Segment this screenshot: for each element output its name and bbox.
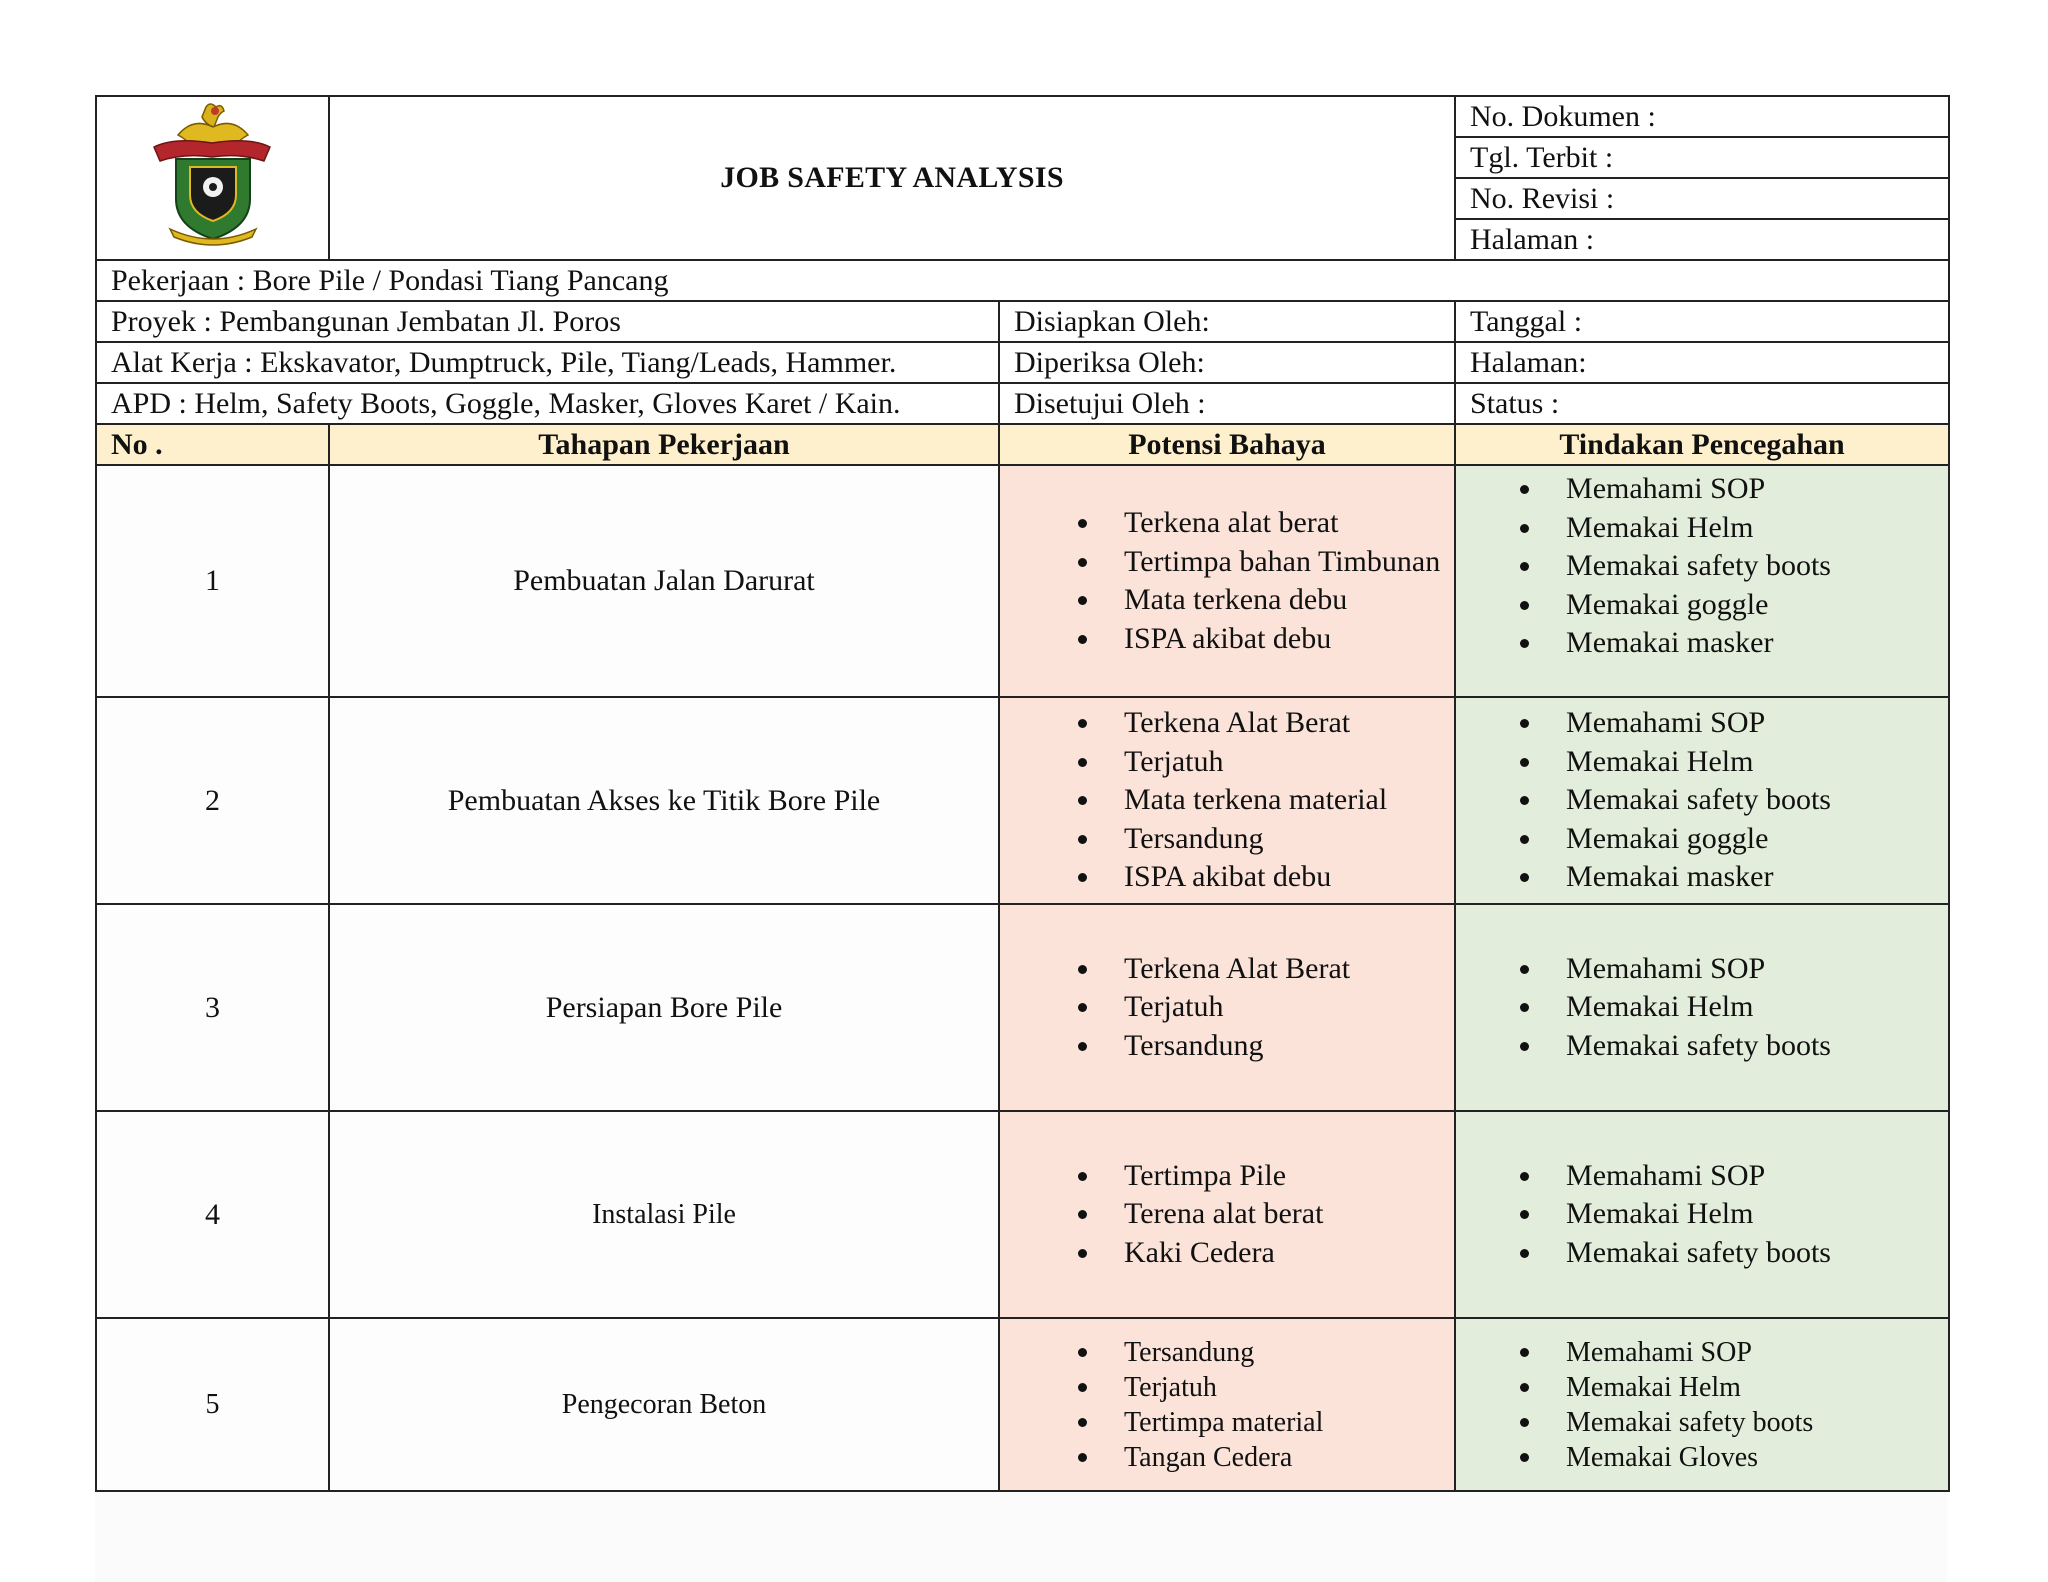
list-item: Tersandung — [1124, 1027, 1440, 1066]
info-halaman: Halaman: — [1455, 342, 1949, 383]
list-item: Kaki Cedera — [1124, 1234, 1440, 1273]
row-tindakan — [1455, 1111, 1949, 1318]
list-item: Memakai safety boots — [1566, 547, 1934, 586]
list-item: Memakai Helm — [1566, 1370, 1934, 1405]
list-item: Memahami SOP — [1566, 704, 1934, 743]
row-potensi — [999, 465, 1455, 697]
list-item: Memakai Helm — [1566, 1195, 1934, 1234]
info-disetujui: Disetujui Oleh : — [999, 383, 1455, 424]
action-list — [1470, 1335, 1934, 1475]
jsa-table — [95, 95, 1950, 1492]
list-item: Memakai safety boots — [1566, 1234, 1934, 1273]
info-proyek: Proyek : Pembangunan Jembatan Jl. Poros — [96, 301, 999, 342]
action-list — [1470, 470, 1934, 663]
list-item: Tangan Cedera — [1124, 1440, 1440, 1475]
meta-tgl-terbit: Tgl. Terbit : — [1455, 137, 1949, 178]
list-item: Memakai safety boots — [1566, 1405, 1934, 1440]
logo-cell — [96, 96, 329, 260]
meta-no-revisi: No. Revisi : — [1455, 178, 1949, 219]
hazard-list — [1014, 1157, 1440, 1273]
list-item: Mata terkena material — [1124, 781, 1440, 820]
list-item: Tertimpa bahan Timbunan — [1124, 543, 1440, 582]
action-list — [1470, 950, 1934, 1066]
hazard-list — [1014, 704, 1440, 897]
column-header-tindakan: Tindakan Pencegahan — [1455, 424, 1949, 465]
list-item: Memahami SOP — [1566, 470, 1934, 509]
row-tahapan: Instalasi Pile — [329, 1111, 999, 1318]
list-item: Tertimpa material — [1124, 1405, 1440, 1440]
info-diperiksa: Diperiksa Oleh: — [999, 342, 1455, 383]
info-apd: APD : Helm, Safety Boots, Goggle, Masker, Gloves Karet / Kain. — [96, 383, 999, 424]
row-potensi — [999, 697, 1455, 904]
university-crest-logo — [148, 101, 278, 246]
list-item: Tersandung — [1124, 1335, 1440, 1370]
list-item: Terkena Alat Berat — [1124, 704, 1440, 743]
list-item: Terjatuh — [1124, 1370, 1440, 1405]
meta-no-dokumen: No. Dokumen : — [1455, 96, 1949, 137]
info-tanggal: Tanggal : — [1455, 301, 1949, 342]
list-item: Tertimpa Pile — [1124, 1157, 1440, 1196]
table-row — [96, 1111, 1949, 1318]
list-item: Mata terkena debu — [1124, 581, 1440, 620]
list-item: Memakai Helm — [1566, 988, 1934, 1027]
row-number: 2 — [96, 697, 329, 904]
list-item: Memakai masker — [1566, 624, 1934, 663]
list-item: Terjatuh — [1124, 743, 1440, 782]
row-potensi — [999, 1111, 1455, 1318]
info-pekerjaan: Pekerjaan : Bore Pile / Pondasi Tiang Pancang — [96, 260, 1949, 301]
row-tahapan: Persiapan Bore Pile — [329, 904, 999, 1111]
row-number: 3 — [96, 904, 329, 1111]
table-row — [96, 1318, 1949, 1491]
column-header-tahapan: Tahapan Pekerjaan — [329, 424, 999, 465]
list-item: Memakai Gloves — [1566, 1440, 1934, 1475]
list-item: Memakai goggle — [1566, 820, 1934, 859]
action-list — [1470, 1157, 1934, 1273]
page-bottom-shade — [95, 1485, 1947, 1582]
row-potensi — [999, 904, 1455, 1111]
row-tahapan: Pengecoran Beton — [329, 1318, 999, 1491]
table-row — [96, 465, 1949, 697]
list-item: Terkena Alat Berat — [1124, 950, 1440, 989]
meta-halaman: Halaman : — [1455, 219, 1949, 260]
list-item: Memakai safety boots — [1566, 781, 1934, 820]
list-item: Terena alat berat — [1124, 1195, 1440, 1234]
list-item: Memakai Helm — [1566, 743, 1934, 782]
row-tahapan: Pembuatan Akses ke Titik Bore Pile — [329, 697, 999, 904]
row-tindakan — [1455, 465, 1949, 697]
list-item: Memakai safety boots — [1566, 1027, 1934, 1066]
document-title: JOB SAFETY ANALYSIS — [329, 96, 1455, 260]
column-header-row — [96, 424, 1949, 465]
info-disiapkan: Disiapkan Oleh: — [999, 301, 1455, 342]
hazard-list — [1014, 504, 1440, 658]
hazard-list — [1014, 1335, 1440, 1475]
info-alat-kerja: Alat Kerja : Ekskavator, Dumptruck, Pile, Tiang/Leads, Hammer. — [96, 342, 999, 383]
row-potensi — [999, 1318, 1455, 1491]
list-item: Memahami SOP — [1566, 1335, 1934, 1370]
list-item: Memakai Helm — [1566, 509, 1934, 548]
list-item: Memahami SOP — [1566, 950, 1934, 989]
column-header-no: No . — [96, 424, 329, 465]
column-header-potensi: Potensi Bahaya — [999, 424, 1455, 465]
row-tindakan — [1455, 697, 1949, 904]
table-row — [96, 697, 1949, 904]
list-item: Terjatuh — [1124, 988, 1440, 1027]
list-item: ISPA akibat debu — [1124, 620, 1440, 659]
hazard-list — [1014, 950, 1440, 1066]
row-number: 1 — [96, 465, 329, 697]
list-item: Terkena alat berat — [1124, 504, 1440, 543]
row-number: 5 — [96, 1318, 329, 1491]
list-item: Memakai goggle — [1566, 586, 1934, 625]
row-tindakan — [1455, 904, 1949, 1111]
table-row — [96, 904, 1949, 1111]
row-tindakan — [1455, 1318, 1949, 1491]
row-number: 4 — [96, 1111, 329, 1318]
list-item: Tersandung — [1124, 820, 1440, 859]
list-item: ISPA akibat debu — [1124, 858, 1440, 897]
action-list — [1470, 704, 1934, 897]
row-tahapan: Pembuatan Jalan Darurat — [329, 465, 999, 697]
list-item: Memakai masker — [1566, 858, 1934, 897]
list-item: Memahami SOP — [1566, 1157, 1934, 1196]
info-status: Status : — [1455, 383, 1949, 424]
